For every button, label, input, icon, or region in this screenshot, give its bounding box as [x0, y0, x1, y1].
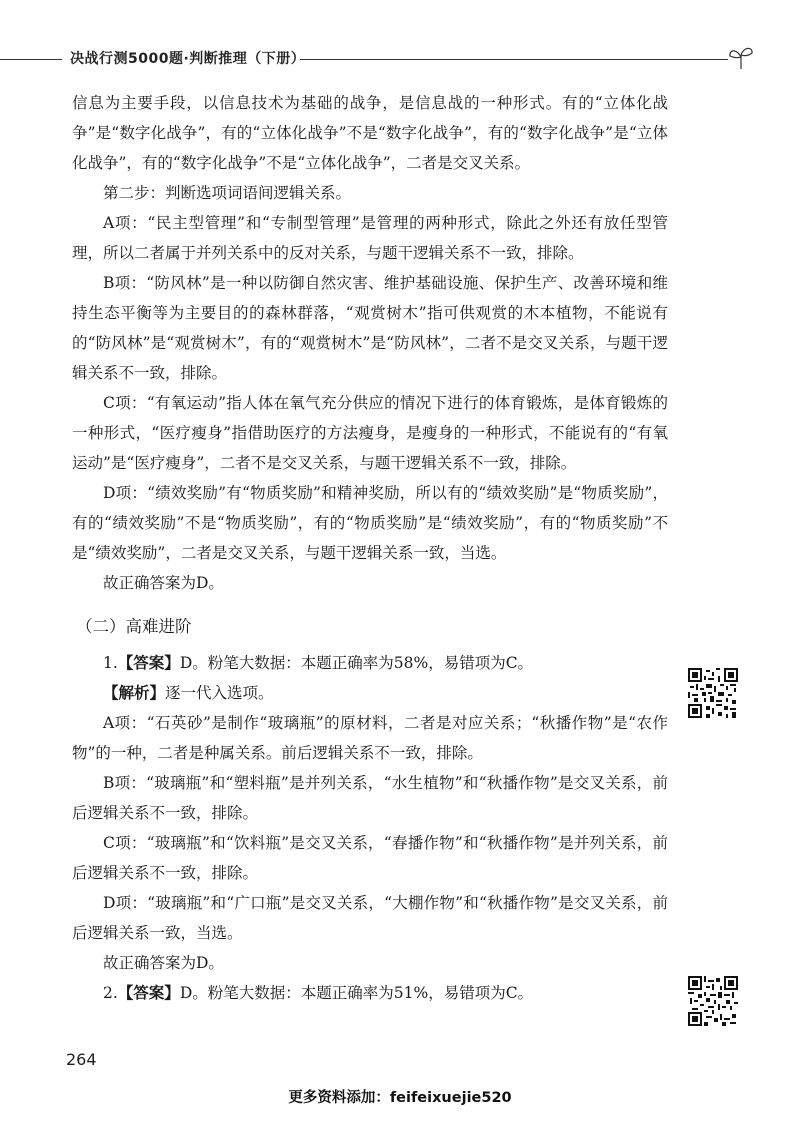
qr-code-icon[interactable] — [688, 976, 738, 1026]
page-header — [0, 44, 800, 74]
footer-note: 更多资料添加：feifeixuejie520 — [288, 1090, 512, 1106]
paragraph: 第二步：判断选项词语间逻辑关系。 — [103, 184, 352, 202]
section-title: （二）高难进阶 — [76, 617, 192, 636]
header-rule-left — [0, 59, 62, 60]
q1-analysis-line — [72, 678, 668, 708]
qr-code-icon[interactable] — [688, 668, 738, 718]
q2-answer-line — [72, 978, 668, 1008]
paragraph: D项：“玻璃瓶”和“广口瓶”是交叉关系，“大棚作物”和“秋播作物”是交叉关系，前后逻辑关系一致，当选。 — [72, 894, 668, 942]
q2-answer-text: D。粉笔大数据：本题正确率为51%，易错项为C。 — [179, 984, 534, 1002]
sprout-icon — [726, 44, 756, 70]
page-content — [72, 88, 668, 1008]
q1-answer-text: D。粉笔大数据：本题正确率为58%，易错项为C。 — [179, 654, 534, 672]
paragraph: A项：“石英砂”是制作“玻璃瓶”的原材料，二者是对应关系；“秋播作物”是“农作物”的一种，二者是种属关系。前后逻辑关系不一致，排除。 — [72, 714, 668, 762]
q2-number: 2. — [103, 984, 118, 1002]
paragraph: 故正确答案为D。 — [103, 954, 224, 972]
q1-number: 1. — [103, 654, 118, 672]
book-title: 决战行测5000题·判断推理（下册） — [70, 51, 306, 67]
q2-answer-label: 【答案】 — [117, 984, 180, 1002]
header-rule-right — [300, 59, 728, 60]
paragraph: A项：“民主型管理”和“专制型管理”是管理的两种形式，除此之外还有放任型管理，所以二者属于并列关系中的反对关系，与题干逻辑关系不一致，排除。 — [72, 214, 668, 262]
page-number: 264 — [66, 1050, 97, 1069]
paragraph: B项：“防风林”是一种以防御自然灾害、维护基础设施、保护生产、改善环境和维持生态平衡等为主要目的的森林群落，“观赏树木”指可供观赏的木本植物，不能说有的“防风林”是“观赏树木”，有的“观赏树木”是“防风林”，二者不是交叉关系，与题干逻辑关系不一致，排除。 — [72, 274, 668, 382]
paragraph: 信息为主要手段，以信息技术为基础的战争，是信息战的一种形式。有的“立体化战争”是“数字化战争”，有的“立体化战争”不是“数字化战争”，有的“数字化战争”是“立体化战争”，有的“数字化战争”不是“立体化战争”，二者是交叉关系。 — [72, 94, 668, 172]
paragraph: D项：“绩效奖励”有“物质奖励”和精神奖励，所以有的“绩效奖励”是“物质奖励”，有的“绩效奖励”不是“物质奖励”，有的“物质奖励”是“绩效奖励”，有的“物质奖励”不是“绩效奖励”，二者是交叉关系，与题干逻辑关系一致，当选。 — [72, 484, 668, 562]
paragraph: C项：“玻璃瓶”和“饮料瓶”是交叉关系，“春播作物”和“秋播作物”是并列关系，前后逻辑关系不一致，排除。 — [72, 834, 668, 882]
q1-answer-line — [72, 648, 668, 678]
paragraph: C项：“有氧运动”指人体在氧气充分供应的情况下进行的体育锻炼，是体育锻炼的一种形式，“医疗瘦身”指借助医疗的方法瘦身，是瘦身的一种形式，不能说有的“有氧运动”是“医疗瘦身”，二者不是交叉关系，与题干逻辑关系不一致，排除。 — [72, 394, 668, 472]
q1-analysis-label: 【解析】 — [103, 684, 166, 702]
q1-answer-label: 【答案】 — [117, 654, 180, 672]
paragraph: B项：“玻璃瓶”和“塑料瓶”是并列关系，“水生植物”和“秋播作物”是交叉关系，前后逻辑关系不一致，排除。 — [72, 774, 668, 822]
paragraph: 故正确答案为D。 — [103, 574, 224, 592]
q1-analysis-text: 逐一代入选项。 — [165, 684, 274, 702]
